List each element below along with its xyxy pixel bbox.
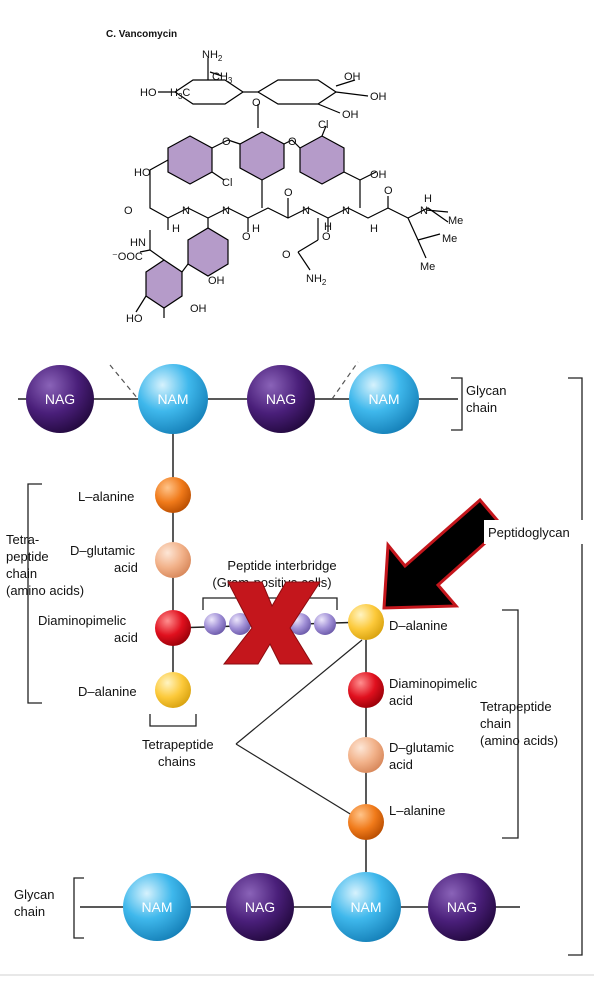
svg-text:HO: HO [126,313,143,325]
svg-text:H3C: $H_3C$ [170,87,191,101]
svg-text:OH: OH [370,169,387,181]
svg-text:Me: Me [442,233,458,245]
left-dap-label-2: acid [114,630,138,645]
nam-label: NAM [157,391,189,407]
svg-text:Cl: Cl [222,177,233,189]
glycan-bottom-bracket [74,878,84,938]
svg-text:O: O [284,187,293,199]
svg-text:O: O [222,136,231,148]
peptidoglycan-bracket [568,378,582,955]
svg-text:N: N [222,205,230,217]
nag-label: NAG [265,391,297,407]
tetra-left-label-1: Tetra- [6,532,40,547]
bridge-bead [314,613,336,635]
aromatic-ring-3 [300,136,344,184]
peptidoglycan-label: Peptidoglycan [488,525,570,540]
right-l-alanine-label: L–alanine [389,803,446,818]
glycan-bottom-label-2: chain [14,904,46,919]
peptidoglycan-diagram [6,362,590,955]
glycan-bottom-label-1: Glycan [14,887,55,902]
svg-text:O: O [384,185,393,197]
glycan-top-bracket [451,378,462,430]
tetra-right-label-3: (amino acids) [480,733,559,748]
aromatic-ring-4 [188,228,228,276]
nag-label: NAG [244,899,276,915]
svg-text:H: H [324,221,332,233]
sugar-ring-right [258,80,336,104]
right-dap-label-2: acid [389,693,413,708]
right-d-glutamic-label-1: D–glutamic [389,740,455,755]
bridge-bead [204,613,226,635]
tetra-left-label-2: peptide [6,549,49,564]
right-dap-label-1: Diaminopimelic [389,676,478,691]
svg-text:O: O [124,205,133,217]
svg-text:Cl: Cl [318,119,329,131]
svg-text:O: O [252,97,261,109]
tetra-right-label-2: chain [480,716,512,731]
svg-text:O: O [282,249,291,261]
left-d-alanine-ball [155,672,191,708]
interbridge-label-1: Peptide interbridge [227,558,337,573]
dashed-bond-left [110,365,138,399]
tetrapeptide-chains-label-1: Tetrapeptide [142,737,214,752]
aromatic-ring-5 [146,260,182,308]
right-d-glutamic-label-2: acid [389,757,413,772]
glycan-top-label-1: Glycan [466,383,507,398]
tetrapeptide-chains-label-2: chains [158,754,196,769]
nag-label: NAG [44,391,76,407]
vancomycin-structure [106,29,463,325]
tetra-left-label-3: chain [6,566,38,581]
right-d-alanine-ball [348,604,384,640]
svg-text:HO: HO [140,87,157,99]
svg-text:Me: Me [420,261,436,273]
molecule-title: C. Vancomycin [106,29,178,40]
svg-text:OH: OH [190,303,207,315]
svg-text:N: N [182,205,190,217]
svg-text:H: H [252,223,260,235]
svg-text:O: O [322,231,331,243]
svg-text:⁻OOC: ⁻OOC [112,251,143,263]
svg-text:Me: Me [448,215,464,227]
svg-text:HO: HO [134,167,151,179]
left-dap-label-1: Diaminopimelic [38,613,127,628]
left-d-glutamic-label-2: acid [114,560,138,575]
svg-text:H: H [424,193,432,205]
svg-text:OH: OH [342,109,359,121]
left-l-alanine-label: L–alanine [78,489,135,504]
glycan-top-label-2: chain [466,400,498,415]
right-d-glutamic-ball [348,737,384,773]
svg-text:N: N [420,205,428,217]
right-dap-ball [348,672,384,708]
svg-text:N: N [302,205,310,217]
svg-text:OH: OH [208,275,225,287]
svg-text:H: H [370,223,378,235]
tetra-right-label-1: Tetrapeptide [480,699,552,714]
pointer-line-lower [236,744,360,820]
left-d-alanine-label: D–alanine [78,684,137,699]
right-l-alanine-ball [348,804,384,840]
aromatic-ring-1 [168,136,212,184]
svg-text:N: N [342,205,350,217]
tetra-left-label-4: (amino acids) [6,583,85,598]
right-d-alanine-label: D–alanine [389,618,448,633]
nam-label: NAM [141,899,173,915]
left-d-glutamic-label-1: D–glutamic [70,543,136,558]
svg-text:NH2: $NH_2$ [202,49,223,63]
svg-text:NH2: $NH_2$ [306,273,327,287]
nam-label: NAM [368,391,400,407]
svg-text:OH: OH [370,91,387,103]
tetrapeptide-chains-bracket [150,714,196,726]
svg-text:HN: HN [130,237,146,249]
black-arrow-icon [384,500,503,608]
svg-text:O: O [288,136,297,148]
nag-label: NAG [446,899,478,915]
left-d-glutamic-ball [155,542,191,578]
svg-text:O: O [242,231,251,243]
nam-label: NAM [350,899,382,915]
svg-text:CH3: $CH_3$ [212,71,233,85]
left-l-alanine-ball [155,477,191,513]
svg-text:OH: OH [344,71,361,83]
svg-text:H: H [172,223,180,235]
left-dap-ball [155,610,191,646]
interbridge-label-2: (Gram-positive cells) [212,575,332,590]
aromatic-ring-2 [240,132,284,180]
